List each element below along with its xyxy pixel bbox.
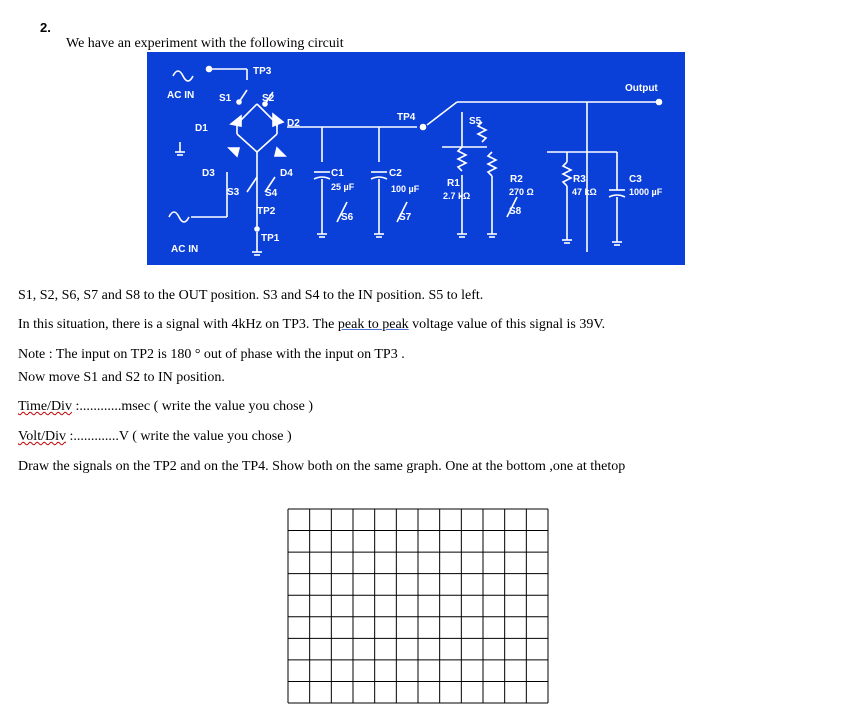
question-number: 2. (40, 20, 51, 35)
time-div-line (18, 399, 313, 415)
label-d2: D2 (287, 118, 300, 129)
label-s7: S7 (399, 212, 412, 223)
label-tp2: TP2 (257, 206, 276, 217)
circuit-diagram (147, 52, 685, 265)
label-c1-value: 25 µF (331, 182, 355, 192)
label-c1: C1 (331, 168, 344, 179)
label-c2: C2 (389, 168, 402, 179)
label-s6: S6 (341, 212, 354, 223)
label-s2: S2 (262, 93, 275, 104)
label-tp4: TP4 (397, 112, 416, 123)
graph-grid[interactable] (287, 508, 549, 709)
volt-div-line (18, 429, 292, 445)
label-r2: R2 (510, 174, 523, 185)
switch-setup-text: S1, S2, S6, S7 and S8 to the OUT position. S3 and S4 to the IN position. S5 to left. (18, 288, 484, 303)
volt-div-blank: :.............V ( write the value you chose ) (65, 429, 292, 444)
time-div-label: Time/Div (18, 399, 72, 414)
label-s5: S5 (469, 116, 482, 127)
signal-info-text: In this situation, there is a signal with 4kHz on TP3. The peak to peak voltage value of this signal is 39V. (18, 317, 606, 332)
label-ac-in-top: AC IN (167, 90, 195, 101)
label-d1: D1 (195, 123, 208, 134)
label-r3-value: 47 kΩ (572, 187, 597, 197)
label-s1: S1 (219, 93, 232, 104)
label-d3: D3 (202, 168, 215, 179)
peak-to-peak-term: peak to peak (337, 317, 409, 332)
label-output: Output (625, 83, 658, 94)
time-div-blank: :............msec ( write the value you chose ) (71, 399, 313, 414)
label-s8: S8 (509, 206, 522, 217)
label-c3: C3 (629, 174, 642, 185)
label-tp3: TP3 (253, 66, 272, 77)
label-s4: S4 (265, 188, 278, 199)
volt-div-label: Volt/Div (18, 429, 66, 444)
label-tp1: TP1 (261, 233, 280, 244)
label-ac-in-bottom: AC IN (171, 244, 199, 255)
label-r3: R3 (573, 174, 586, 185)
label-r1: R1 (447, 178, 460, 189)
note-text: Note : The input on TP2 is 180 ° out of phase with the input on TP3 . (18, 347, 405, 362)
draw-instruction-text: Draw the signals on the TP2 and on the TP4. Show both on the same graph. One at the bottom ,one at thetop (18, 459, 626, 474)
label-d4: D4 (280, 168, 293, 179)
label-c3-value: 1000 µF (629, 187, 663, 197)
move-switches-text: Now move S1 and S2 to IN position. (18, 370, 225, 385)
label-c2-value: 100 µF (391, 184, 420, 194)
label-s3: S3 (227, 187, 240, 198)
label-r2-value: 270 Ω (509, 187, 534, 197)
intro-text: We have an experiment with the following circuit (66, 36, 344, 51)
label-r1-value: 2.7 kΩ (443, 191, 471, 201)
